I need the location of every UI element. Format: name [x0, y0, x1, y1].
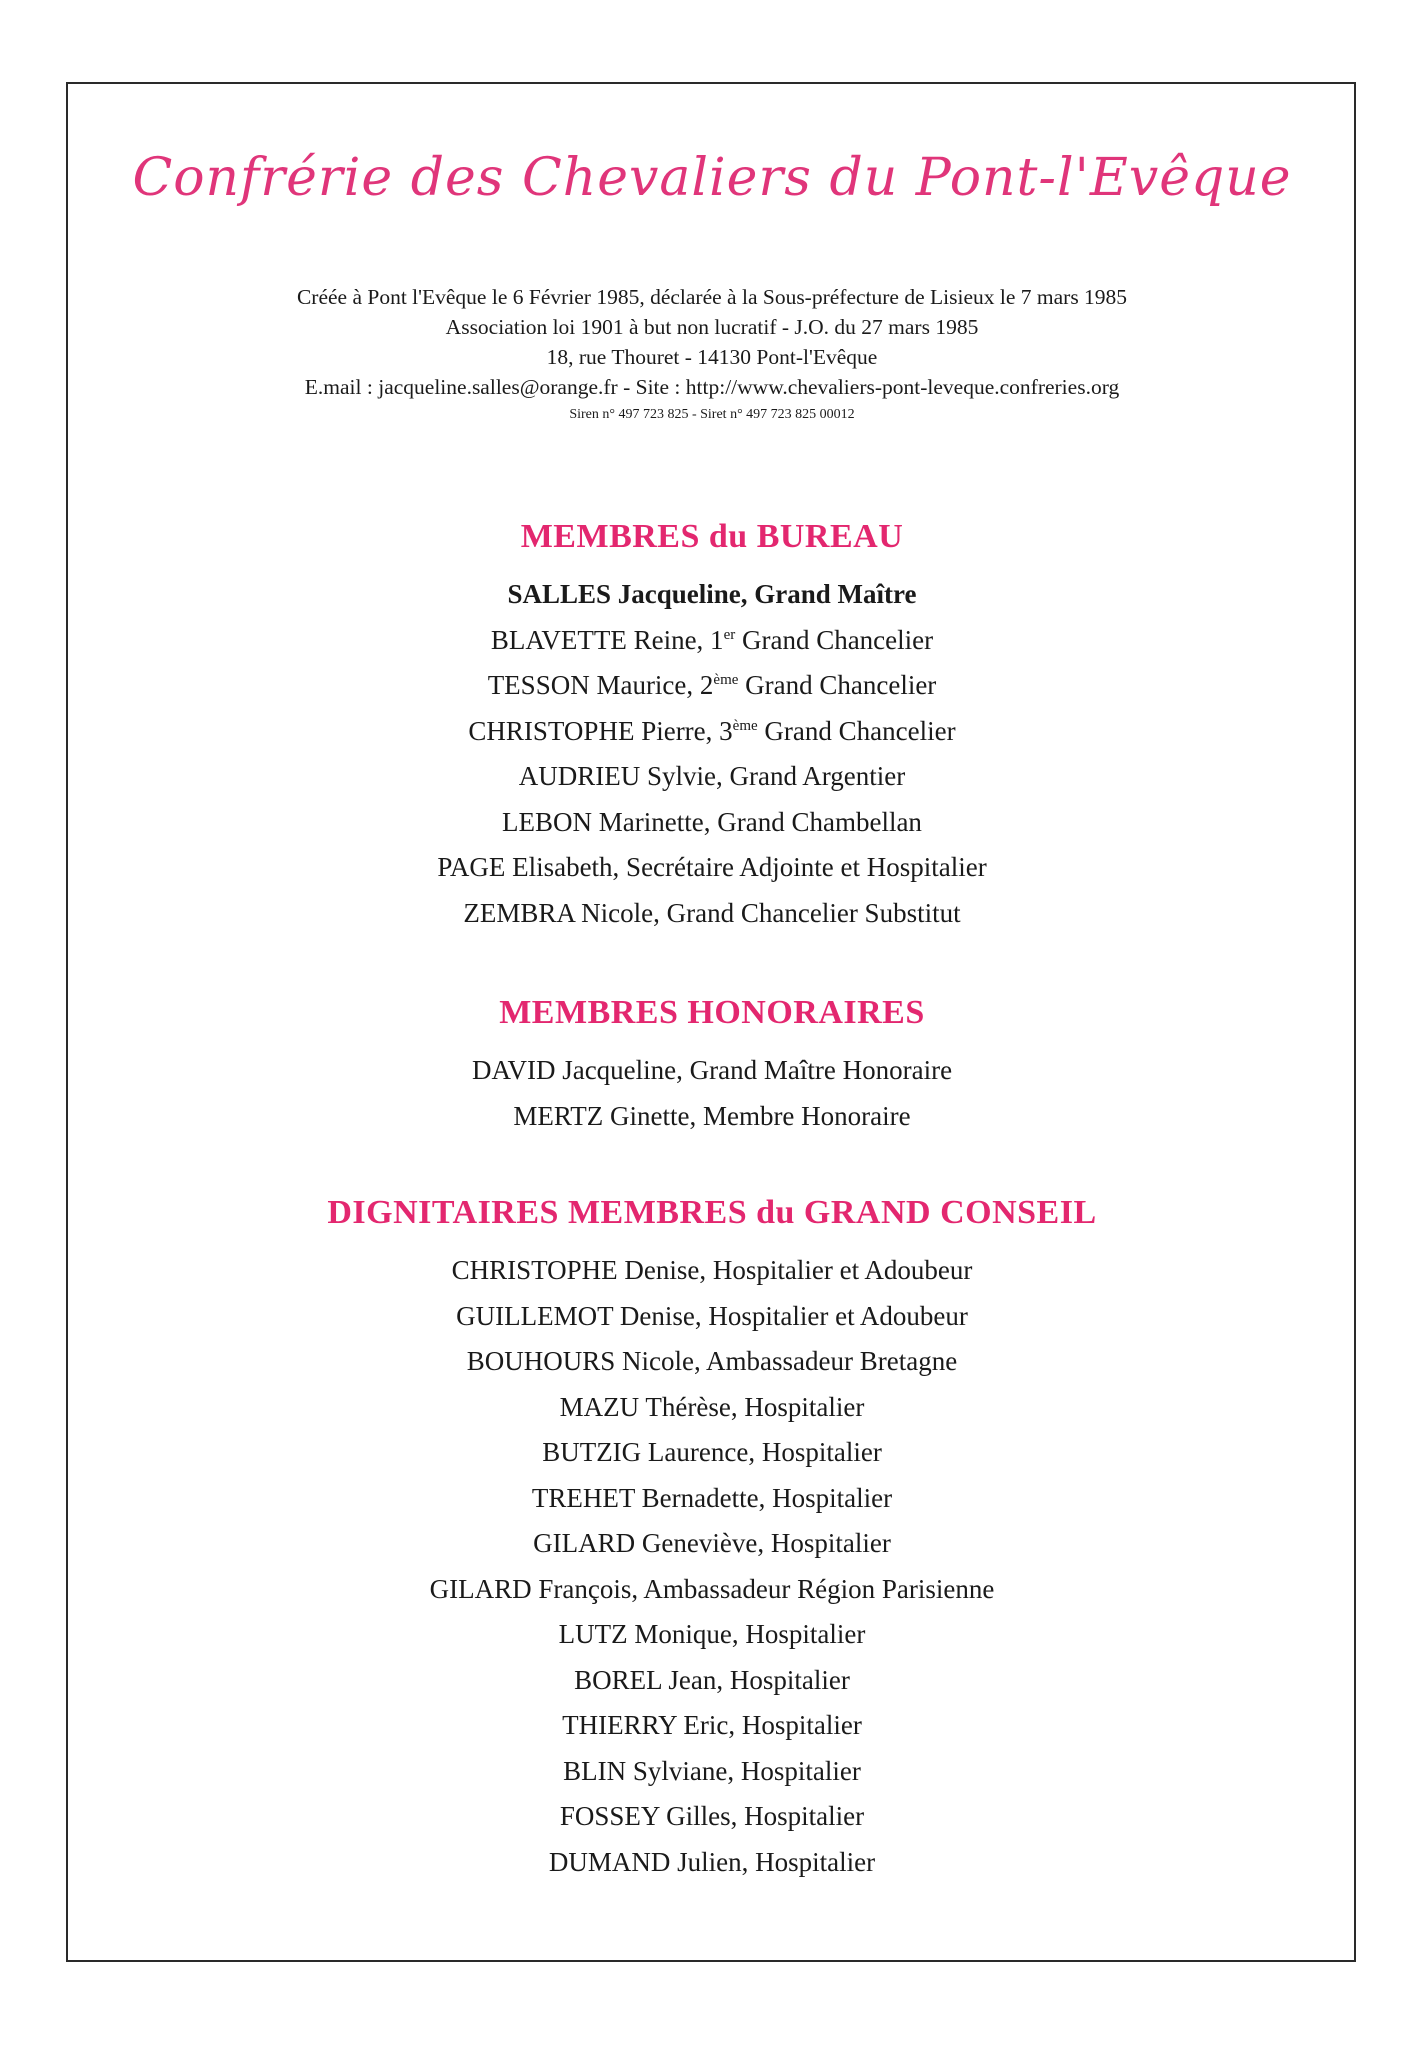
conseil-heading: DIGNITAIRES MEMBRES du GRAND CONSEIL: [327, 1194, 1097, 1231]
list-item: SALLES Jacqueline, Grand Maître: [507, 579, 917, 609]
list-item: LEBON Marinette, Grand Chambellan: [502, 806, 922, 837]
member-name: BLAVETTE Reine, 1: [490, 624, 724, 655]
list-item: GILARD Geneviève, Hospitalier: [533, 1528, 891, 1558]
bureau-section: [0, 518, 1424, 936]
list-item: BLIN Sylviane, Hospitalier: [563, 1755, 861, 1786]
honoraires-heading: MEMBRES HONORAIRES: [499, 994, 925, 1031]
page-title: Confrérie des Chevaliers du Pont-l'Evêque: [132, 148, 1292, 208]
member-role: Grand Chancelier: [735, 624, 934, 655]
list-item: TREHET Bernadette, Hospitalier: [531, 1482, 893, 1513]
list-item: MERTZ Ginette, Membre Honoraire: [513, 1100, 911, 1131]
association-info: [0, 282, 1424, 428]
ordinal-suffix: ème: [713, 672, 739, 688]
list-item: GILARD François, Ambassadeur Région Parisienne: [429, 1573, 995, 1604]
contact-line: E.mail : jacqueline.salles@orange.fr - Site : http://www.chevaliers-pont-leveque.confreries.org: [304, 375, 1120, 399]
list-item: BUTZIG Laurence, Hospitalier: [542, 1437, 882, 1467]
list-item: ZEMBRA Nicole, Grand Chancelier Substitut: [463, 897, 961, 928]
honoraires-list: [0, 1048, 1424, 1139]
creation-line: Créée à Pont l'Evêque le 6 Février 1985, déclarée à la Sous-préfecture de Lisieux le 7 mars 1985: [296, 285, 1128, 309]
address-line: 18, rue Thouret - 14130 Pont-l'Evêque: [546, 345, 878, 369]
conseil-list: [0, 1248, 1424, 1885]
list-item: MAZU Thérèse, Hospitalier: [559, 1391, 865, 1422]
list-item: LUTZ Monique, Hospitalier: [558, 1619, 866, 1649]
member-name: CHRISTOPHE Pierre, 3: [468, 715, 733, 746]
member-role: Grand Chancelier: [738, 670, 937, 700]
list-item: [0, 709, 1424, 755]
member-name: TESSON Maurice, 2: [487, 670, 714, 700]
list-item: BOUHOURS Nicole, Ambassadeur Bretagne: [466, 1346, 958, 1376]
association-line: Association loi 1901 à but non lucratif - J.O. du 27 mars 1985: [445, 315, 979, 339]
member-role: Grand Chancelier: [757, 715, 956, 746]
siren-line: Siren n° 497 723 825 - Siret n° 497 723 825 00012: [569, 407, 855, 422]
list-item: [0, 618, 1424, 664]
list-item: DAVID Jacqueline, Grand Maître Honoraire: [471, 1055, 953, 1085]
list-item: DUMAND Julien, Hospitalier: [548, 1846, 876, 1877]
list-item: BOREL Jean, Hospitalier: [574, 1664, 850, 1695]
conseil-section: [0, 1194, 1424, 1885]
list-item: [0, 663, 1424, 709]
list-item: GUILLEMOT Denise, Hospitalier et Adoubeur: [456, 1300, 968, 1331]
list-item: CHRISTOPHE Denise, Hospitalier et Adoubeur: [451, 1255, 973, 1285]
list-item: PAGE Elisabeth, Secrétaire Adjointe et Hospitalier: [437, 852, 987, 882]
honoraires-section: [0, 994, 1424, 1139]
list-item: FOSSEY Gilles, Hospitalier: [559, 1801, 865, 1831]
bureau-heading: MEMBRES du BUREAU: [520, 518, 904, 555]
ordinal-suffix: ème: [732, 717, 758, 734]
list-item: AUDRIEU Sylvie, Grand Argentier: [518, 761, 906, 791]
list-item: THIERRY Eric, Hospitalier: [562, 1710, 862, 1740]
bureau-list: [0, 572, 1424, 936]
ordinal-suffix: er: [723, 626, 736, 643]
